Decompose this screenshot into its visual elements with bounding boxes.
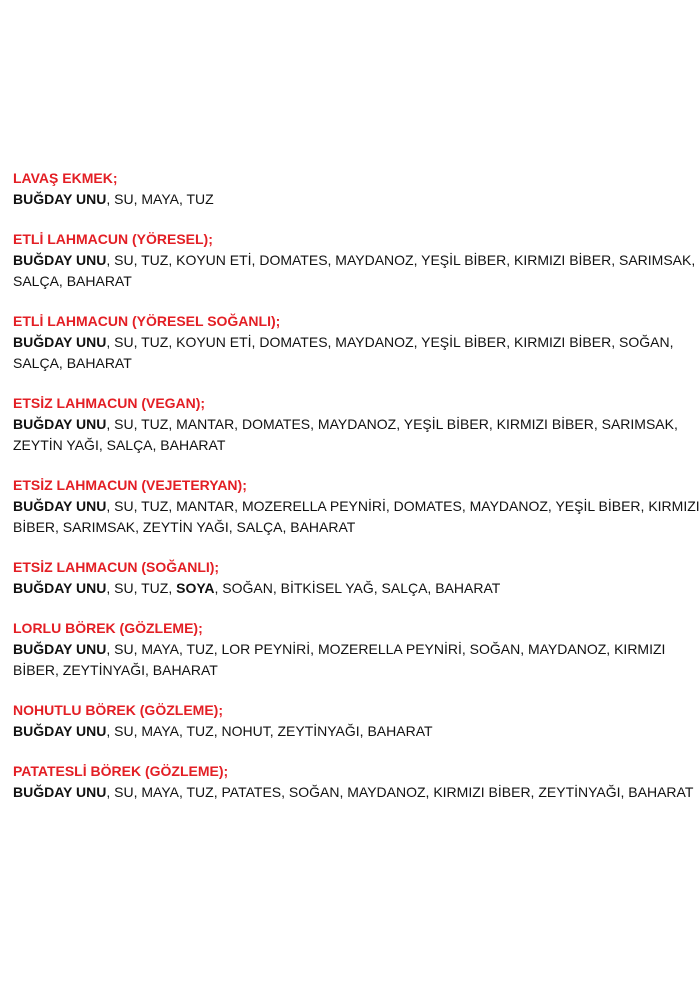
- ingredients-text: , SU, MAYA, TUZ, NOHUT, ZEYTİNYAĞI, BAHARAT: [106, 723, 433, 739]
- ingredients-line: [13, 496, 700, 517]
- ingredients-text: , SU, MAYA, TUZ: [106, 191, 214, 207]
- ingredients-line: [13, 660, 685, 681]
- ingredients-text: SALÇA, BAHARAT: [13, 273, 132, 289]
- ingredients-line: [13, 353, 685, 374]
- allergen-highlight: BUĞDAY UNU: [13, 334, 107, 350]
- ingredients-line: [13, 782, 694, 803]
- ingredients-line: [13, 517, 685, 538]
- product-entry: [13, 228, 696, 292]
- allergen-highlight: BUĞDAY UNU: [13, 498, 107, 514]
- ingredients-line: [13, 332, 685, 353]
- ingredients-text: , SU, TUZ, KOYUN ETİ, DOMATES, MAYDANOZ, YEŞİL BİBER, KIRMIZI BİBER, SOĞAN,: [106, 334, 674, 350]
- product-title: ETLİ LAHMACUN (YÖRESEL);: [13, 231, 213, 247]
- product-title: ETSİZ LAHMACUN (SOĞANLI);: [13, 559, 220, 575]
- ingredients-text: , SU, TUZ,: [106, 580, 177, 596]
- product-entry: [13, 474, 700, 538]
- product-title: LORLU BÖREK (GÖZLEME);: [13, 620, 203, 636]
- ingredients-line: [13, 639, 685, 660]
- allergen-highlight: BUĞDAY UNU: [13, 191, 107, 207]
- product-entry: [13, 310, 685, 374]
- allergen-highlight: BUĞDAY UNU: [13, 252, 107, 268]
- allergen-highlight: BUĞDAY UNU: [13, 580, 107, 596]
- allergen-highlight: BUĞDAY UNU: [13, 416, 107, 432]
- ingredients-line: [13, 271, 685, 292]
- allergen-highlight: BUĞDAY UNU: [13, 784, 107, 800]
- product-title: NOHUTLU BÖREK (GÖZLEME);: [13, 702, 223, 718]
- ingredients-text: , SU, MAYA, TUZ, LOR PEYNİRİ, MOZERELLA PEYNİRİ, SOĞAN, MAYDANOZ, KIRMIZI: [106, 641, 666, 657]
- product-title: LAVAŞ EKMEK;: [13, 170, 118, 186]
- allergen-highlight: SOYA: [176, 580, 215, 596]
- ingredients-text: , SU, TUZ, MANTAR, DOMATES, MAYDANOZ, YEŞİL BİBER, KIRMIZI BİBER, SARIMSAK,: [106, 416, 678, 432]
- allergen-highlight: BUĞDAY UNU: [13, 641, 107, 657]
- ingredients-text: SALÇA, BAHARAT: [13, 355, 132, 371]
- ingredients-text: BİBER, ZEYTİNYAĞI, BAHARAT: [13, 662, 218, 678]
- allergen-highlight: BUĞDAY UNU: [13, 723, 107, 739]
- ingredients-text: , SU, TUZ, MANTAR, MOZERELLA PEYNİRİ, DOMATES, MAYDANOZ, YEŞİL BİBER, KIRMIZI: [106, 498, 700, 514]
- ingredients-text: ZEYTİN YAĞI, SALÇA, BAHARAT: [13, 437, 226, 453]
- product-entry: [13, 760, 694, 803]
- ingredients-line: [13, 189, 685, 210]
- product-entry: [13, 167, 685, 210]
- ingredients-text: , SOĞAN, BİTKİSEL YAĞ, SALÇA, BAHARAT: [214, 580, 501, 596]
- ingredients-document: [13, 167, 700, 821]
- product-title: ETLİ LAHMACUN (YÖRESEL SOĞANLI);: [13, 313, 281, 329]
- ingredients-line: [13, 250, 696, 271]
- product-title: ETSİZ LAHMACUN (VEGAN);: [13, 395, 206, 411]
- product-title: ETSİZ LAHMACUN (VEJETERYAN);: [13, 477, 247, 493]
- product-entry: [13, 617, 685, 681]
- product-entry: [13, 556, 685, 599]
- ingredients-line: [13, 578, 685, 599]
- ingredients-text: , SU, TUZ, KOYUN ETİ, DOMATES, MAYDANOZ, YEŞİL BİBER, KIRMIZI BİBER, SARIMSAK,: [106, 252, 696, 268]
- ingredients-line: [13, 414, 685, 435]
- ingredients-line: [13, 721, 685, 742]
- ingredients-text: , SU, MAYA, TUZ, PATATES, SOĞAN, MAYDANOZ, KIRMIZI BİBER, ZEYTİNYAĞI, BAHARAT: [106, 784, 694, 800]
- ingredients-line: [13, 435, 685, 456]
- product-title: PATATESLİ BÖREK (GÖZLEME);: [13, 763, 229, 779]
- ingredients-text: BİBER, SARIMSAK, ZEYTİN YAĞI, SALÇA, BAHARAT: [13, 519, 356, 535]
- product-entry: [13, 392, 685, 456]
- product-entry: [13, 699, 685, 742]
